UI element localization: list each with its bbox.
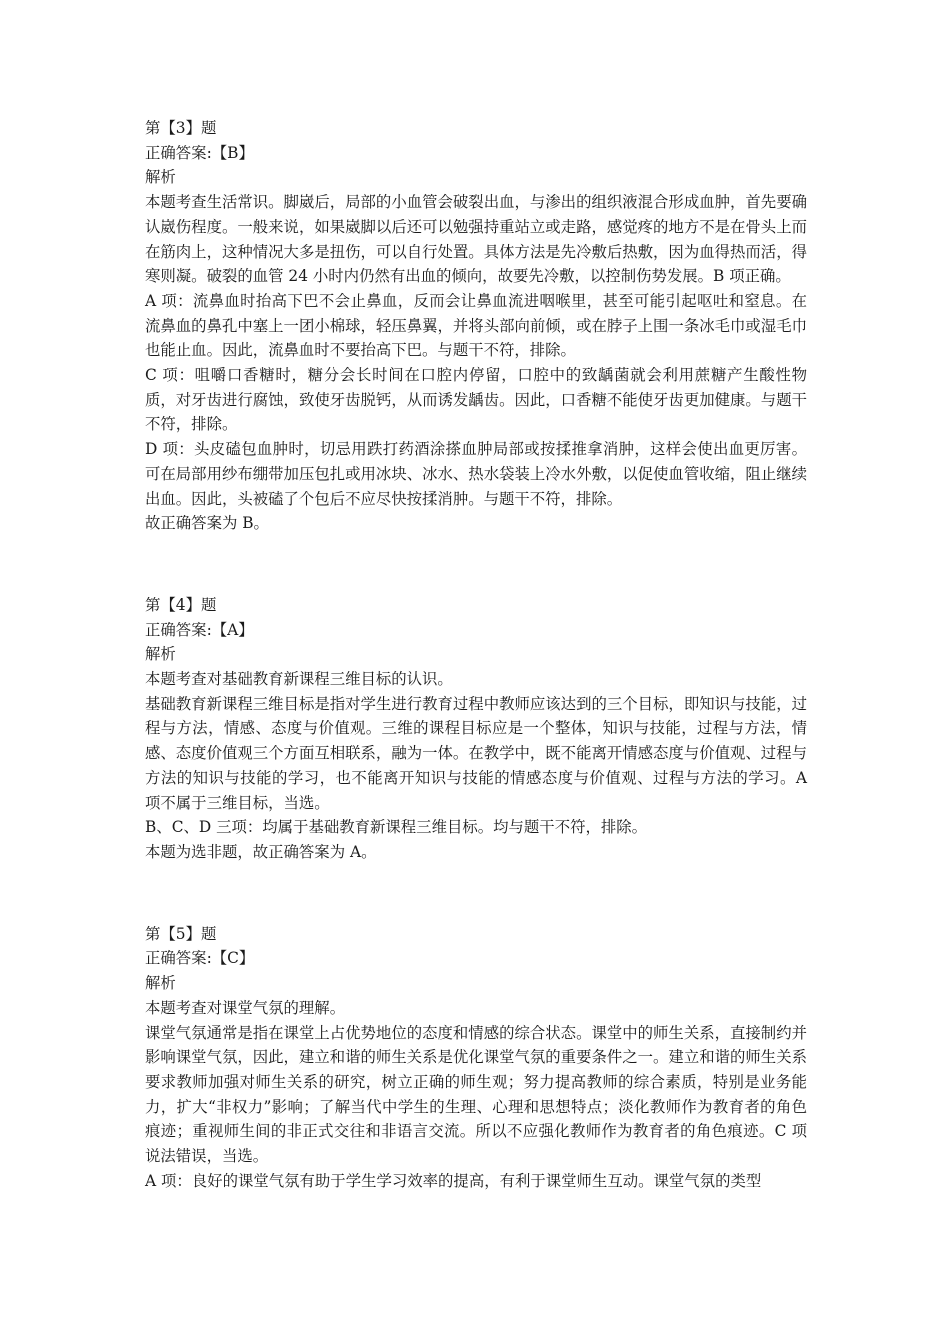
- analysis-paragraph: D 项：头皮磕包血肿时，切忌用跌打药酒涂搽血肿局部或按揉推拿消肿，这样会使出血更厉害。可在局部用纱布绷带加压包扎或用冰块、冰水、热水袋装上冷水外敷，以促使血管收缩，阻止继续出血。因此，头被磕了个包后不应尽快按揉消肿。与题干不符，排除。: [145, 440, 807, 508]
- analysis-paragraph: 课堂气氛通常是指在课堂上占优势地位的态度和情感的综合状态。课堂中的师生关系，直接制约并影响课堂气氛，因此，建立和谐的师生关系是优化课堂气氛的重要条件之一。建立和谐的师生关系要求教师加强对师生关系的研究，树立正确的师生观；努力提高教师的综合素质，特别是业务能力，扩大“非权力”影响；了解当代中学生的生理、心理和思想特点；淡化教师作为教育者的角色痕迹；重视师生间的非正式交往和非语言交流。所以不应强化教师作为教育者的角色痕迹。C 项说法错误，当选。: [145, 1023, 807, 1166]
- analysis-label: 解析: [145, 645, 176, 664]
- analysis-paragraph: 本题考查对基础教育新课程三维目标的认识。: [145, 670, 453, 689]
- analysis-conclusion: 故正确答案为 B。: [145, 514, 269, 533]
- question-number: 第【5】题: [145, 924, 217, 943]
- analysis-paragraph: B、C、D 三项：均属于基础教育新课程三维目标。均与题干不符，排除。: [145, 818, 648, 837]
- correct-answer: 正确答案:【B】: [145, 143, 254, 162]
- question-number: 第【3】题: [145, 119, 217, 137]
- question-number: 第【4】题: [145, 595, 217, 614]
- analysis-label: 解析: [145, 168, 176, 187]
- correct-answer: 正确答案:【C】: [145, 949, 255, 968]
- analysis-paragraph: C 项：咀嚼口香糖时，糖分会长时间在口腔内停留，口腔中的致龋菌就会利用蔗糖产生酸性物质，对牙齿进行腐蚀，致使牙齿脱钙，从而诱发龋齿。因此，口香糖不能使牙齿更加健康。与题干不符，排除。: [145, 366, 807, 434]
- analysis-paragraph: 本题考查生活常识。脚崴后，局部的小血管会破裂出血，与渗出的组织液混合形成血肿，首先要确认崴伤程度。一般来说，如果崴脚以后还可以勉强持重站立或走路，感觉疼的地方不是在骨头上而在筋肉上，这种情况大多是扭伤，可以自行处置。具体方法是先冷敷后热敷，因为血得热而活，得寒则凝。破裂的血管 24 小时内仍然有出血的倾向，故要先冷敷，以控制伤势发展。B 项正确。: [145, 193, 807, 286]
- analysis-paragraph: 基础教育新课程三维目标是指对学生进行教育过程中教师应该达到的三个目标，即知识与技能，过程与方法，情感、态度与价值观。三维的课程目标应是一个整体，知识与技能，过程与方法，情感、态度价值观三个方面互相联系，融为一体。在教学中，既不能离开情感态度与价值观、过程与方法的知识与技能的学习，也不能离开知识与技能的情感态度与价值观、过程与方法的学习。A 项不属于三维目标，当选。: [145, 694, 812, 812]
- question-5: [145, 922, 807, 1194]
- question-3: [145, 116, 807, 536]
- analysis-label: 解析: [145, 974, 176, 993]
- analysis-paragraph: A 项：良好的课堂气氛有助于学生学习效率的提高，有利于课堂师生互动。课堂气氛的类型: [145, 1171, 762, 1190]
- analysis-paragraph: 本题考查对课堂气氛的理解。: [145, 998, 346, 1017]
- correct-answer: 正确答案:【A】: [145, 620, 254, 639]
- analysis-conclusion: 本题为选非题，故正确答案为 A。: [145, 842, 377, 861]
- question-4: [145, 593, 812, 865]
- document-page: [145, 116, 812, 1193]
- analysis-paragraph: A 项：流鼻血时抬高下巴不会止鼻血，反而会让鼻血流进咽喉里，甚至可能引起呕吐和窒息。在流鼻血的鼻孔中塞上一团小棉球，轻压鼻翼，并将头部向前倾，或在脖子上围一条冰毛巾或湿毛巾也能止血。因此，流鼻血时不要抬高下巴。与题干不符，排除。: [145, 291, 807, 360]
